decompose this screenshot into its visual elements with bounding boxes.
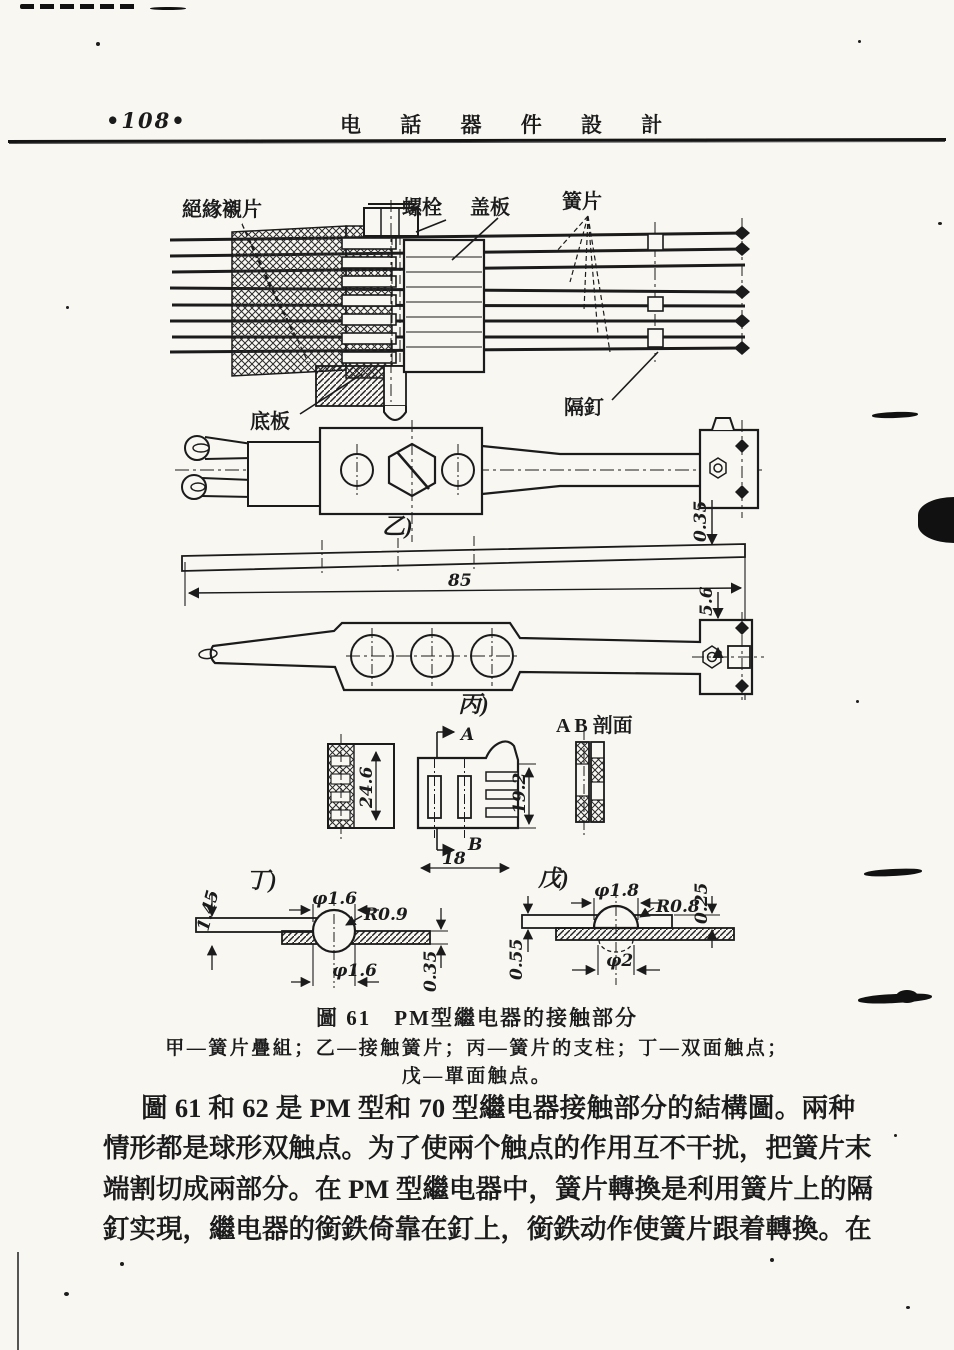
dim-c-slot: 5.6 [697,586,717,616]
label-cover-plate: 盖板 [470,197,510,219]
assembly-drawing-jia [170,189,750,433]
sublabel-ding: 丁) [246,868,277,893]
figure-caption-title: 圖 61 PM型繼电器的接触部分 [316,1006,638,1030]
body-text-line1: 圖 61 和 62 是 PM 型和 70 型繼电器接触部分的結構圖。兩种 [141,1093,855,1123]
dim-e-thickness: 0.25 [692,882,712,924]
dim-e-height: 0.55 [507,938,527,980]
dim-b-thickness: 0.35 [691,500,711,542]
sublabel-bing: 丙) [458,692,489,717]
dim-d-radius: R0.9 [364,905,408,925]
double-contact-drawing-ding [194,868,448,992]
dim-col-height: 24.6 [357,766,377,808]
running-header-title: 电 話 器 件 設 計 [340,113,680,137]
arrow-label-a: A [461,725,475,745]
dim-e-dia-top: φ1.8 [594,881,639,901]
label-insulator: 絕緣襯片 [182,199,262,221]
page-number: •108• [106,108,187,133]
dim-e-radius: R0.8 [656,897,700,917]
arrow-label-b: B [468,835,483,855]
figure-legend-line1: 甲—簧片疊組；乙—接触簧片；丙—簧片的支柱；丁—双面触点； [165,1038,789,1059]
section-label: A B 剖面 [556,715,633,737]
label-spacer-pin: 隔釘 [564,397,604,419]
label-spring-leaf: 簧片 [562,191,602,213]
label-bolt: 螺栓 [402,197,442,219]
support-plate-drawing-bing [182,536,764,717]
single-contact-drawing-wu [507,866,734,985]
dim-col-base: 18 [442,849,466,869]
dim-d-dia-top: φ1.6 [312,889,357,909]
label-base-plate: 底板 [250,411,290,433]
dim-d-dia-bottom: φ1.6 [332,961,377,981]
dim-c-length: 85 [448,571,472,591]
sublabel-wu: 戊) [538,866,569,891]
body-text-line3: 端割切成兩部分。在 PM 型繼电器中，簧片轉換是利用簧片上的隔 [103,1174,873,1204]
contact-spring-drawing-yi [175,418,762,544]
dim-d-thickness: 0.35 [421,950,441,992]
dim-col-width: 19.2 [510,772,530,814]
body-text-line2: 情形都是球形双触点。为了使兩个触点的作用互不干扰，把簧片末 [103,1133,872,1163]
support-column-views [328,713,633,869]
dim-e-dia-bottom: φ2 [606,951,634,971]
figure-legend-line2: 戊—單面触点。 [401,1066,553,1087]
body-text-line4: 釘实現，繼电器的銜鉄倚靠在釘上，銜鉄动作使簧片跟着轉換。在 [103,1214,872,1244]
dim-d-height: 1.45 [193,888,224,934]
sublabel-yi: 乙) [382,514,413,539]
